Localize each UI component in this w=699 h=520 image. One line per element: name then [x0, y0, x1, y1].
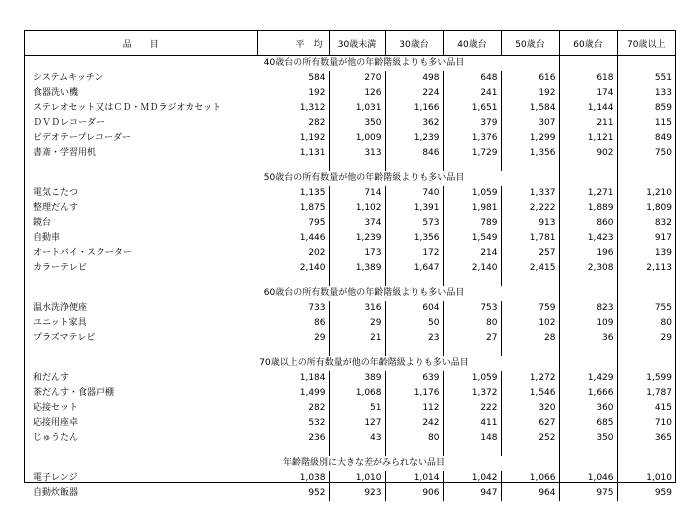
value-cell: 1,312	[299, 103, 326, 113]
item-label: 温水洗浄便座	[33, 303, 88, 313]
table-row	[25, 201, 675, 216]
value-cell: 23	[385, 331, 443, 346]
section-title	[263, 171, 559, 186]
value-cell: 1,981	[443, 201, 501, 216]
value-cell: 139	[617, 246, 675, 261]
value-cell: 685	[559, 416, 617, 431]
section-spacer	[25, 346, 675, 356]
item-label: 茶だんす・食器戸棚	[33, 388, 115, 398]
value-cell: 648	[443, 71, 501, 86]
value-cell: 573	[385, 216, 443, 231]
section-title	[283, 456, 559, 471]
item-label: 鏡台	[33, 218, 52, 228]
value-cell: 2,113	[617, 261, 675, 276]
item-label: 電子レンジ	[33, 473, 78, 483]
value-cell: 1,239	[385, 131, 443, 146]
item-label: 応接セット	[33, 403, 79, 413]
item-label: 和だんす	[33, 373, 70, 383]
value-cell: 498	[385, 71, 443, 86]
table-row	[25, 416, 675, 431]
value-cell: 1,239	[329, 231, 385, 246]
value-cell: 750	[617, 146, 675, 161]
table-row	[25, 261, 675, 276]
table-row	[25, 471, 675, 486]
value-cell: 849	[617, 131, 675, 146]
value-cell: 795	[308, 218, 326, 228]
value-cell: 789	[443, 216, 501, 231]
value-cell: 2,140	[299, 263, 326, 273]
value-cell: 733	[308, 303, 326, 313]
value-cell: 952	[308, 488, 326, 498]
value-cell: 36	[559, 331, 617, 346]
item-label: プラズマテレビ	[33, 333, 96, 343]
value-cell: 1,549	[443, 231, 501, 246]
value-cell: 584	[308, 73, 326, 83]
section-heading-row	[25, 286, 675, 301]
header-under-30: 30歳未満	[329, 31, 385, 56]
value-cell: 846	[385, 146, 443, 161]
value-cell: 173	[329, 246, 385, 261]
header-30s: 30歳台	[385, 31, 443, 56]
value-cell: 1,014	[385, 471, 443, 486]
value-cell: 80	[443, 316, 501, 331]
value-cell: 29	[617, 331, 675, 346]
value-cell: 1,651	[443, 101, 501, 116]
value-cell: 1,121	[559, 131, 617, 146]
value-cell: 860	[559, 216, 617, 231]
value-cell: 917	[617, 231, 675, 246]
item-label: 整理だんす	[33, 203, 79, 213]
table-row	[25, 216, 675, 231]
value-cell: 379	[443, 116, 501, 131]
value-cell: 192	[501, 86, 559, 101]
value-cell: 2,222	[501, 201, 559, 216]
value-cell: 196	[559, 246, 617, 261]
value-cell: 753	[443, 301, 501, 316]
header-40s: 40歳台	[443, 31, 501, 56]
value-cell: 2,140	[443, 261, 501, 276]
table-row	[25, 116, 675, 131]
value-cell: 859	[617, 101, 675, 116]
value-cell: 1,666	[559, 386, 617, 401]
value-cell: 115	[617, 116, 675, 131]
value-cell: 1,546	[501, 386, 559, 401]
section-heading-row	[25, 356, 675, 371]
value-cell: 360	[559, 401, 617, 416]
value-cell: 1,184	[299, 373, 326, 383]
value-cell: 28	[501, 331, 559, 346]
value-cell: 1,059	[443, 371, 501, 386]
value-cell: 1,166	[385, 101, 443, 116]
value-cell: 975	[559, 486, 617, 501]
value-cell: 415	[617, 401, 675, 416]
value-cell: 964	[501, 486, 559, 501]
value-cell: 1,499	[299, 388, 326, 398]
value-cell: 1,376	[443, 131, 501, 146]
item-label: ステレオセット又はＣＤ・ＭＤラジオカセット	[33, 103, 222, 113]
item-label: ビデオテープレコーダー	[33, 133, 132, 143]
value-cell: 714	[329, 186, 385, 201]
section-title-text: 50歳台の所有数量が他の年齢階級よりも多い品目	[262, 171, 466, 186]
value-cell: 86	[314, 318, 326, 328]
table-row	[25, 231, 675, 246]
header-50s: 50歳台	[501, 31, 559, 56]
section-title-text: 60歳台の所有数量が他の年齢階級よりも多い品目	[262, 286, 466, 301]
value-cell: 1,042	[443, 471, 501, 486]
value-cell: 906	[385, 486, 443, 501]
table-row	[25, 386, 675, 401]
table-row	[25, 301, 675, 316]
value-cell: 1,356	[501, 146, 559, 161]
value-cell: 27	[443, 331, 501, 346]
value-cell: 350	[329, 116, 385, 131]
value-cell: 902	[559, 146, 617, 161]
value-cell: 172	[385, 246, 443, 261]
value-cell: 1,192	[299, 133, 326, 143]
item-label: 書斎・学習用机	[33, 148, 97, 158]
header-average: 平 均	[257, 31, 329, 56]
section-title	[259, 356, 559, 371]
table-row	[25, 486, 675, 501]
section-title-text: 年齢階級別に大きな差がみられない品目	[281, 456, 447, 471]
table-row	[25, 71, 675, 86]
value-cell: 947	[443, 486, 501, 501]
value-cell: 1,131	[299, 148, 326, 158]
section-spacer	[25, 446, 675, 456]
value-cell: 362	[385, 116, 443, 131]
value-cell: 51	[329, 401, 385, 416]
value-cell: 270	[329, 71, 385, 86]
item-label: ＤＶＤレコーダー	[33, 118, 106, 128]
value-cell: 1,372	[443, 386, 501, 401]
value-cell: 1,046	[559, 471, 617, 486]
value-cell: 1,729	[443, 146, 501, 161]
value-cell: 1,389	[329, 261, 385, 276]
value-cell: 126	[329, 86, 385, 101]
table-row	[25, 431, 675, 446]
table-body	[25, 56, 675, 502]
value-cell: 80	[617, 316, 675, 331]
item-label: 自動車	[33, 233, 61, 243]
value-cell: 320	[501, 401, 559, 416]
value-cell: 29	[314, 333, 326, 343]
value-cell: 1,423	[559, 231, 617, 246]
value-cell: 823	[559, 301, 617, 316]
value-cell: 923	[329, 486, 385, 501]
header-60s: 60歳台	[559, 31, 617, 56]
item-label: 電気こたつ	[33, 188, 79, 198]
ownership-table-frame	[24, 30, 676, 498]
section-title	[263, 286, 559, 301]
value-cell: 618	[559, 71, 617, 86]
value-cell: 282	[308, 403, 326, 413]
value-cell: 1,038	[299, 473, 326, 483]
value-cell: 1,584	[501, 101, 559, 116]
value-cell: 1,010	[617, 471, 675, 486]
value-cell: 224	[385, 86, 443, 101]
value-cell: 241	[443, 86, 501, 101]
value-cell: 211	[559, 116, 617, 131]
value-cell: 1,271	[559, 186, 617, 201]
ownership-table	[25, 31, 675, 501]
item-label: カラーテレビ	[33, 263, 87, 273]
table-row	[25, 146, 675, 161]
value-cell: 1,059	[443, 186, 501, 201]
section-spacer	[25, 161, 675, 171]
value-cell: 127	[329, 416, 385, 431]
value-cell: 1,144	[559, 101, 617, 116]
value-cell: 148	[443, 431, 501, 446]
value-cell: 43	[329, 431, 385, 446]
value-cell: 316	[329, 301, 385, 316]
value-cell: 1,356	[385, 231, 443, 246]
item-label: じゅうたん	[33, 433, 79, 443]
value-cell: 1,272	[501, 371, 559, 386]
value-cell: 192	[308, 88, 326, 98]
table-row	[25, 86, 675, 101]
value-cell: 1,066	[501, 471, 559, 486]
value-cell: 222	[443, 401, 501, 416]
value-cell: 1,391	[385, 201, 443, 216]
section-title-text: 40歳台の所有数量が他の年齢階級よりも多い品目	[262, 56, 466, 71]
value-cell: 913	[501, 216, 559, 231]
table-row	[25, 371, 675, 386]
value-cell: 112	[385, 401, 443, 416]
value-cell: 1,446	[299, 233, 326, 243]
section-heading-row	[25, 171, 675, 186]
value-cell: 257	[501, 246, 559, 261]
section-heading-row	[25, 56, 675, 72]
item-label: ユニット家具	[33, 318, 87, 328]
item-label: 自動炊飯器	[33, 488, 79, 498]
table-row	[25, 331, 675, 346]
value-cell: 252	[501, 431, 559, 446]
value-cell: 1,068	[329, 386, 385, 401]
table-row	[25, 316, 675, 331]
value-cell: 1,031	[329, 101, 385, 116]
value-cell: 214	[443, 246, 501, 261]
value-cell: 102	[501, 316, 559, 331]
table-row	[25, 131, 675, 146]
value-cell: 202	[308, 248, 326, 258]
section-title	[263, 56, 559, 72]
item-label: 応接用座卓	[33, 418, 79, 428]
value-cell: 1,599	[617, 371, 675, 386]
value-cell: 2,308	[559, 261, 617, 276]
value-cell: 1,647	[385, 261, 443, 276]
value-cell: 174	[559, 86, 617, 101]
value-cell: 133	[617, 86, 675, 101]
value-cell: 307	[501, 116, 559, 131]
value-cell: 1,135	[299, 188, 326, 198]
value-cell: 236	[308, 433, 326, 443]
value-cell: 1,787	[617, 386, 675, 401]
section-title-text: 70歳以上の所有数量が他の年齢階級よりも多い品目	[257, 356, 470, 371]
value-cell: 2,415	[501, 261, 559, 276]
table-row	[25, 401, 675, 416]
value-cell: 639	[385, 371, 443, 386]
value-cell: 80	[385, 431, 443, 446]
value-cell: 532	[308, 418, 326, 428]
value-cell: 1,176	[385, 386, 443, 401]
value-cell: 616	[501, 71, 559, 86]
table-row	[25, 101, 675, 116]
value-cell: 282	[308, 118, 326, 128]
value-cell: 1,010	[329, 471, 385, 486]
value-cell: 389	[329, 371, 385, 386]
value-cell: 551	[617, 71, 675, 86]
value-cell: 1,889	[559, 201, 617, 216]
table-row	[25, 186, 675, 201]
value-cell: 959	[617, 486, 675, 501]
value-cell: 109	[559, 316, 617, 331]
value-cell: 350	[559, 431, 617, 446]
value-cell: 242	[385, 416, 443, 431]
item-label: オートバイ・スクーター	[33, 248, 132, 258]
header-item: 品 目	[25, 31, 257, 56]
value-cell: 1,299	[501, 131, 559, 146]
value-cell: 710	[617, 416, 675, 431]
header-70-plus: 70歳以上	[617, 31, 675, 56]
item-label: 食器洗い機	[33, 88, 79, 98]
value-cell: 29	[329, 316, 385, 331]
table-header	[25, 31, 675, 56]
value-cell: 1,781	[501, 231, 559, 246]
value-cell: 1,809	[617, 201, 675, 216]
value-cell: 1,337	[501, 186, 559, 201]
value-cell: 755	[617, 301, 675, 316]
value-cell: 759	[501, 301, 559, 316]
value-cell: 411	[443, 416, 501, 431]
value-cell: 832	[617, 216, 675, 231]
value-cell: 604	[385, 301, 443, 316]
value-cell: 627	[501, 416, 559, 431]
table-row	[25, 246, 675, 261]
item-label: システムキッチン	[33, 73, 104, 83]
value-cell: 1,429	[559, 371, 617, 386]
value-cell: 740	[385, 186, 443, 201]
value-cell: 1,102	[329, 201, 385, 216]
value-cell: 1,875	[299, 203, 326, 213]
value-cell: 21	[329, 331, 385, 346]
value-cell: 374	[329, 216, 385, 231]
value-cell: 50	[385, 316, 443, 331]
value-cell: 365	[617, 431, 675, 446]
section-spacer	[25, 276, 675, 286]
value-cell: 313	[329, 146, 385, 161]
value-cell: 1,210	[617, 186, 675, 201]
section-heading-row	[25, 456, 675, 471]
value-cell: 1,009	[329, 131, 385, 146]
